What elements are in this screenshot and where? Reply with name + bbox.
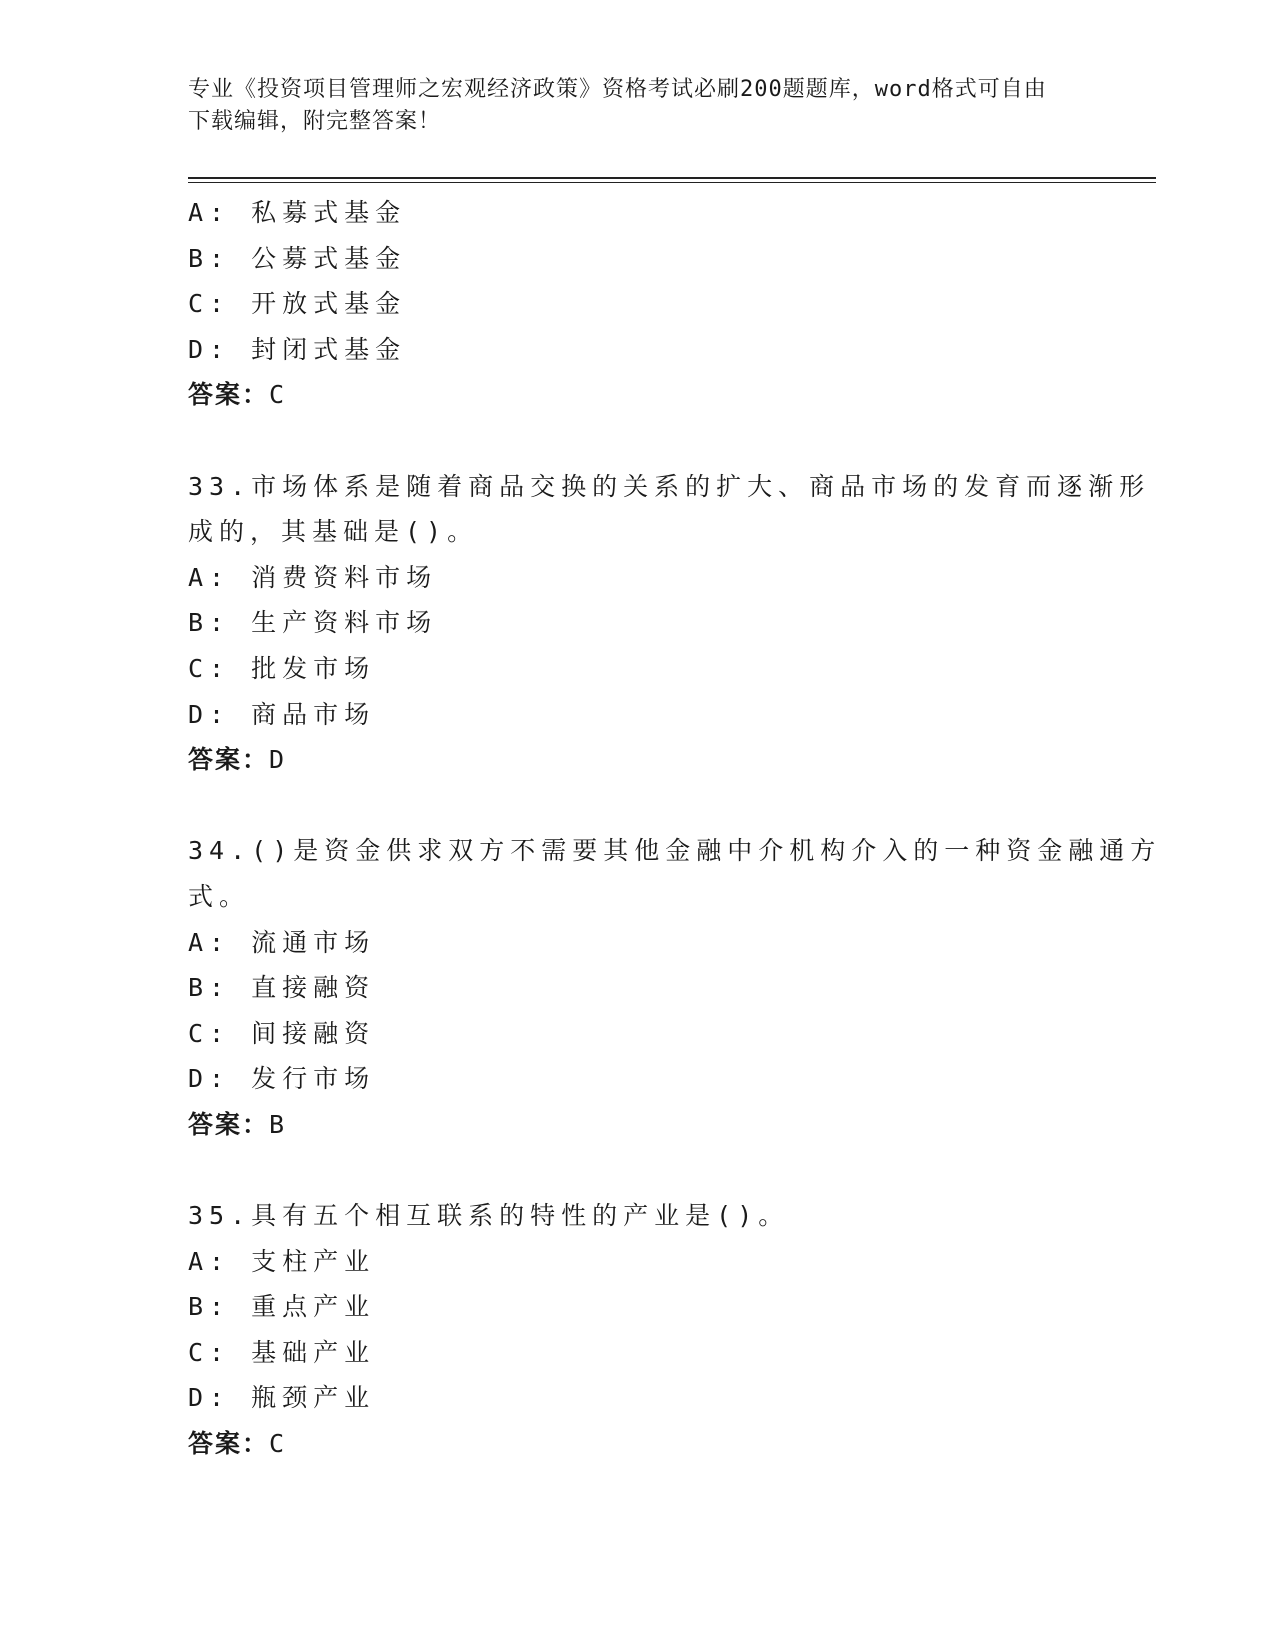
option-a: [188, 1239, 1088, 1285]
option-letter: D:: [188, 1383, 231, 1413]
option-text: 批发市场: [251, 653, 376, 683]
option-a: [188, 920, 1088, 966]
answer-label: 答案：: [188, 745, 270, 775]
option-b: [188, 600, 1088, 646]
option-text: 私募式基金: [251, 198, 407, 227]
answer-label: 答案：: [188, 1109, 270, 1139]
question-block-35: [188, 1193, 1088, 1467]
option-text: 基础产业: [251, 1337, 376, 1367]
option-text: 重点产业: [251, 1292, 376, 1322]
option-letter: B:: [188, 243, 231, 273]
option-letter: C:: [188, 1337, 231, 1367]
option-b: [188, 1284, 1088, 1330]
option-letter: A:: [188, 1246, 231, 1276]
option-letter: D:: [188, 1064, 231, 1094]
option-text: 流通市场: [251, 927, 376, 957]
option-d: [188, 1056, 1088, 1102]
option-d: [188, 1375, 1088, 1421]
option-d: [188, 692, 1088, 738]
question-block-34: [188, 828, 1162, 1147]
answer-line: [188, 1102, 1088, 1148]
option-c: [188, 646, 1088, 692]
question-spacer: [188, 1147, 1088, 1193]
question-stem-line: 35.具有五个相互联系的特性的产业是()。: [188, 1201, 790, 1231]
answer-value: B: [269, 1109, 287, 1139]
option-text: 支柱产业: [251, 1246, 376, 1276]
option-c: [188, 1011, 1088, 1057]
option-letter: A:: [188, 198, 231, 227]
answer-value: D: [269, 745, 287, 775]
answer-value: C: [269, 380, 287, 410]
option-text: 发行市场: [251, 1064, 376, 1094]
option-letter: C:: [188, 653, 231, 683]
option-text: 开放式基金: [251, 289, 407, 319]
answer-line: [188, 372, 1088, 418]
option-letter: C:: [188, 289, 231, 319]
option-letter: C:: [188, 1018, 231, 1048]
question-block-continued: [188, 190, 1088, 418]
question-stem-line: 33.市场体系是随着商品交换的关系的扩大、商品市场的发育而逐渐形: [188, 471, 1151, 501]
option-letter: D:: [188, 334, 231, 364]
option-text: 公募式基金: [251, 243, 407, 273]
option-c: [188, 1330, 1088, 1376]
header-divider: [188, 177, 1156, 183]
question-stem-line: 式。: [188, 881, 251, 911]
option-text: 直接融资: [251, 973, 376, 1003]
question-stem-line: 成的，其基础是()。: [188, 517, 479, 547]
answer-value: C: [269, 1429, 287, 1459]
option-text: 商品市场: [251, 699, 376, 729]
option-letter: A:: [188, 927, 231, 957]
option-text: 封闭式基金: [251, 334, 407, 364]
answer-line: [188, 1421, 1088, 1467]
question-list: [188, 190, 1162, 1467]
answer-label: 答案：: [188, 1429, 270, 1459]
option-text: 消费资料市场: [251, 562, 438, 592]
option-letter: B:: [188, 608, 231, 638]
answer-line: [188, 737, 1088, 783]
option-b: [188, 236, 1088, 282]
question-block-33: [188, 464, 1151, 783]
option-letter: A:: [188, 562, 231, 592]
option-b: [188, 965, 1088, 1011]
answer-label: 答案：: [188, 380, 270, 410]
option-d: [188, 327, 1088, 373]
option-a: [188, 190, 1088, 236]
option-c: [188, 281, 1088, 327]
option-text: 生产资料市场: [251, 608, 438, 638]
document-header-title: 专业《投资项目管理师之宏观经济政策》资格考试必刷200题题库，word格式可自由下载编辑，附完整答案！: [188, 77, 1047, 134]
question-spacer: [188, 783, 1088, 829]
question-stem-line: 34.()是资金供求双方不需要其他金融中介机构介入的一种资金融通方: [188, 836, 1162, 866]
option-letter: B:: [188, 1292, 231, 1322]
question-spacer: [188, 418, 1088, 464]
option-text: 间接融资: [251, 1018, 376, 1048]
option-letter: B:: [188, 973, 231, 1003]
option-text: 瓶颈产业: [251, 1383, 376, 1413]
option-letter: D:: [188, 699, 231, 729]
option-a: [188, 555, 1088, 601]
